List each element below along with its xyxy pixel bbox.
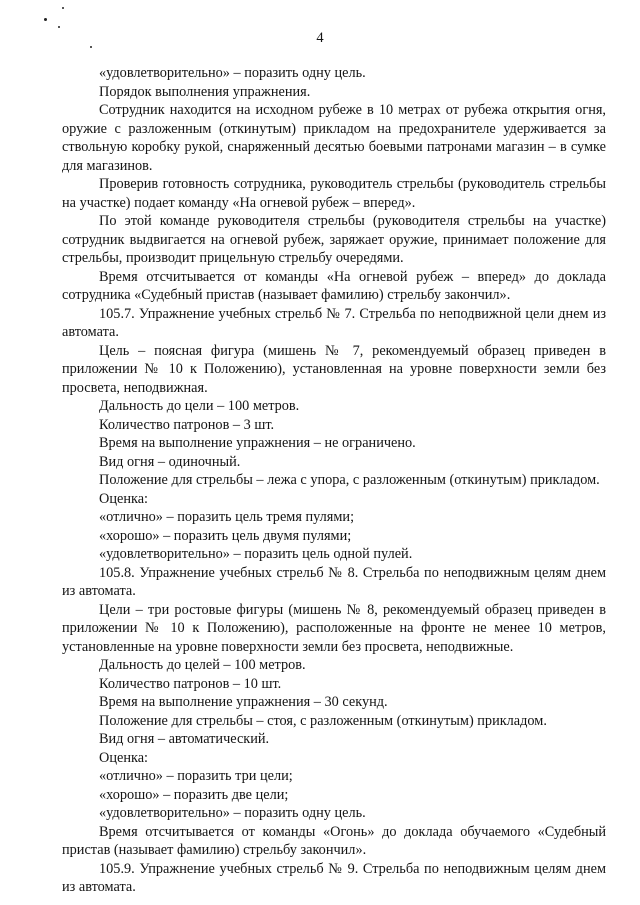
paragraph: Оценка:	[99, 749, 149, 766]
paragraph: Сотрудник находится на исходном рубеже в 10 метрах от рубежа открытия огня, оружие с разложенным (откинутым) прикладом на предохранителе удерживается за ствольную коробку рукой, снаряженный десятью боевыми патронами магазин – в сумке для магазинов.	[62, 102, 606, 174]
paragraph: Оценка:	[99, 490, 149, 507]
paragraph: Положение для стрельбы – лежа с упора, с разложенным (откинутым) прикладом.	[99, 472, 600, 488]
paragraph: «удовлетворительно» – поразить одну цель.	[99, 65, 366, 81]
paragraph: Количество патронов – 10 шт.	[99, 675, 282, 692]
paragraph: Цель – поясная фигура (мишень № 7, рекомендуемый образец приведен в приложении № 10 к Положению), установленная на уровне поверхности земли без просвета, неподвижная.	[62, 342, 606, 396]
paragraph: Время отсчитывается от команды «Огонь» до доклада обучаемого «Судебный пристав (называет фамилию) стрельбу закончил».	[62, 823, 606, 858]
paragraph: Время отсчитывается от команды «На огневой рубеж – вперед» до доклада сотрудника «Судебный пристав (называет фамилию) стрельбу закончил».	[62, 268, 606, 303]
paragraph: Проверив готовность сотрудника, руководитель стрельбы (руководитель стрельбы на участке) подает команду «На огневой рубеж – вперед».	[62, 176, 606, 211]
section-heading: 105.8. Упражнение учебных стрельб № 8. Стрельба по неподвижным целям днем из автомата.	[62, 564, 606, 599]
paragraph: Количество патронов – 3 шт.	[99, 416, 275, 433]
paragraph: «удовлетворительно» – поразить цель одной пулей.	[99, 546, 413, 562]
scan-speck	[62, 7, 64, 9]
scan-speck	[44, 18, 47, 21]
paragraph: «хорошо» – поразить две цели;	[99, 786, 289, 803]
paragraph: «удовлетворительно» – поразить одну цель.	[99, 805, 366, 821]
paragraph: Порядок выполнения упражнения.	[99, 83, 311, 100]
page-number: 4	[316, 30, 324, 46]
scan-speck	[58, 26, 60, 28]
paragraph: Дальность до цели – 100 метров.	[99, 398, 300, 414]
paragraph: Время на выполнение упражнения – не ограничено.	[99, 435, 416, 451]
paragraph: Вид огня – автоматический.	[99, 731, 270, 747]
document-body	[62, 64, 606, 897]
paragraph: «отлично» – поразить три цели;	[99, 768, 293, 784]
paragraph: «хорошо» – поразить цель двумя пулями;	[99, 527, 352, 544]
paragraph: Дальность до целей – 100 метров.	[99, 657, 306, 673]
paragraph: По этой команде руководителя стрельбы (руководителя стрельбы на участке) сотрудник выдвигается на огневой рубеж, заряжает оружие, принимает положение для стрельбы, производит прицельную стрельбу очередями.	[62, 213, 606, 266]
section-heading: 105.7. Упражнение учебных стрельб № 7. Стрельба по неподвижной цели днем из автомата.	[62, 305, 606, 340]
paragraph: Время на выполнение упражнения – 30 секунд.	[99, 694, 388, 710]
paragraph: Цели – три ростовые фигуры (мишень № 8, рекомендуемый образец приведен в приложении № 10 к Положению), расположенные на фронте не менее 10 метров, установленные на уровне поверхности земли без просвета, неподвижные.	[62, 601, 606, 655]
paragraph: Вид огня – одиночный.	[99, 453, 241, 470]
paragraph: Положение для стрельбы – стоя, с разложенным (откинутым) прикладом.	[99, 712, 547, 729]
paragraph: «отлично» – поразить цель тремя пулями;	[99, 509, 355, 525]
section-heading: 105.9. Упражнение учебных стрельб № 9. Стрельба по неподвижным целям днем из автомата.	[62, 860, 606, 895]
